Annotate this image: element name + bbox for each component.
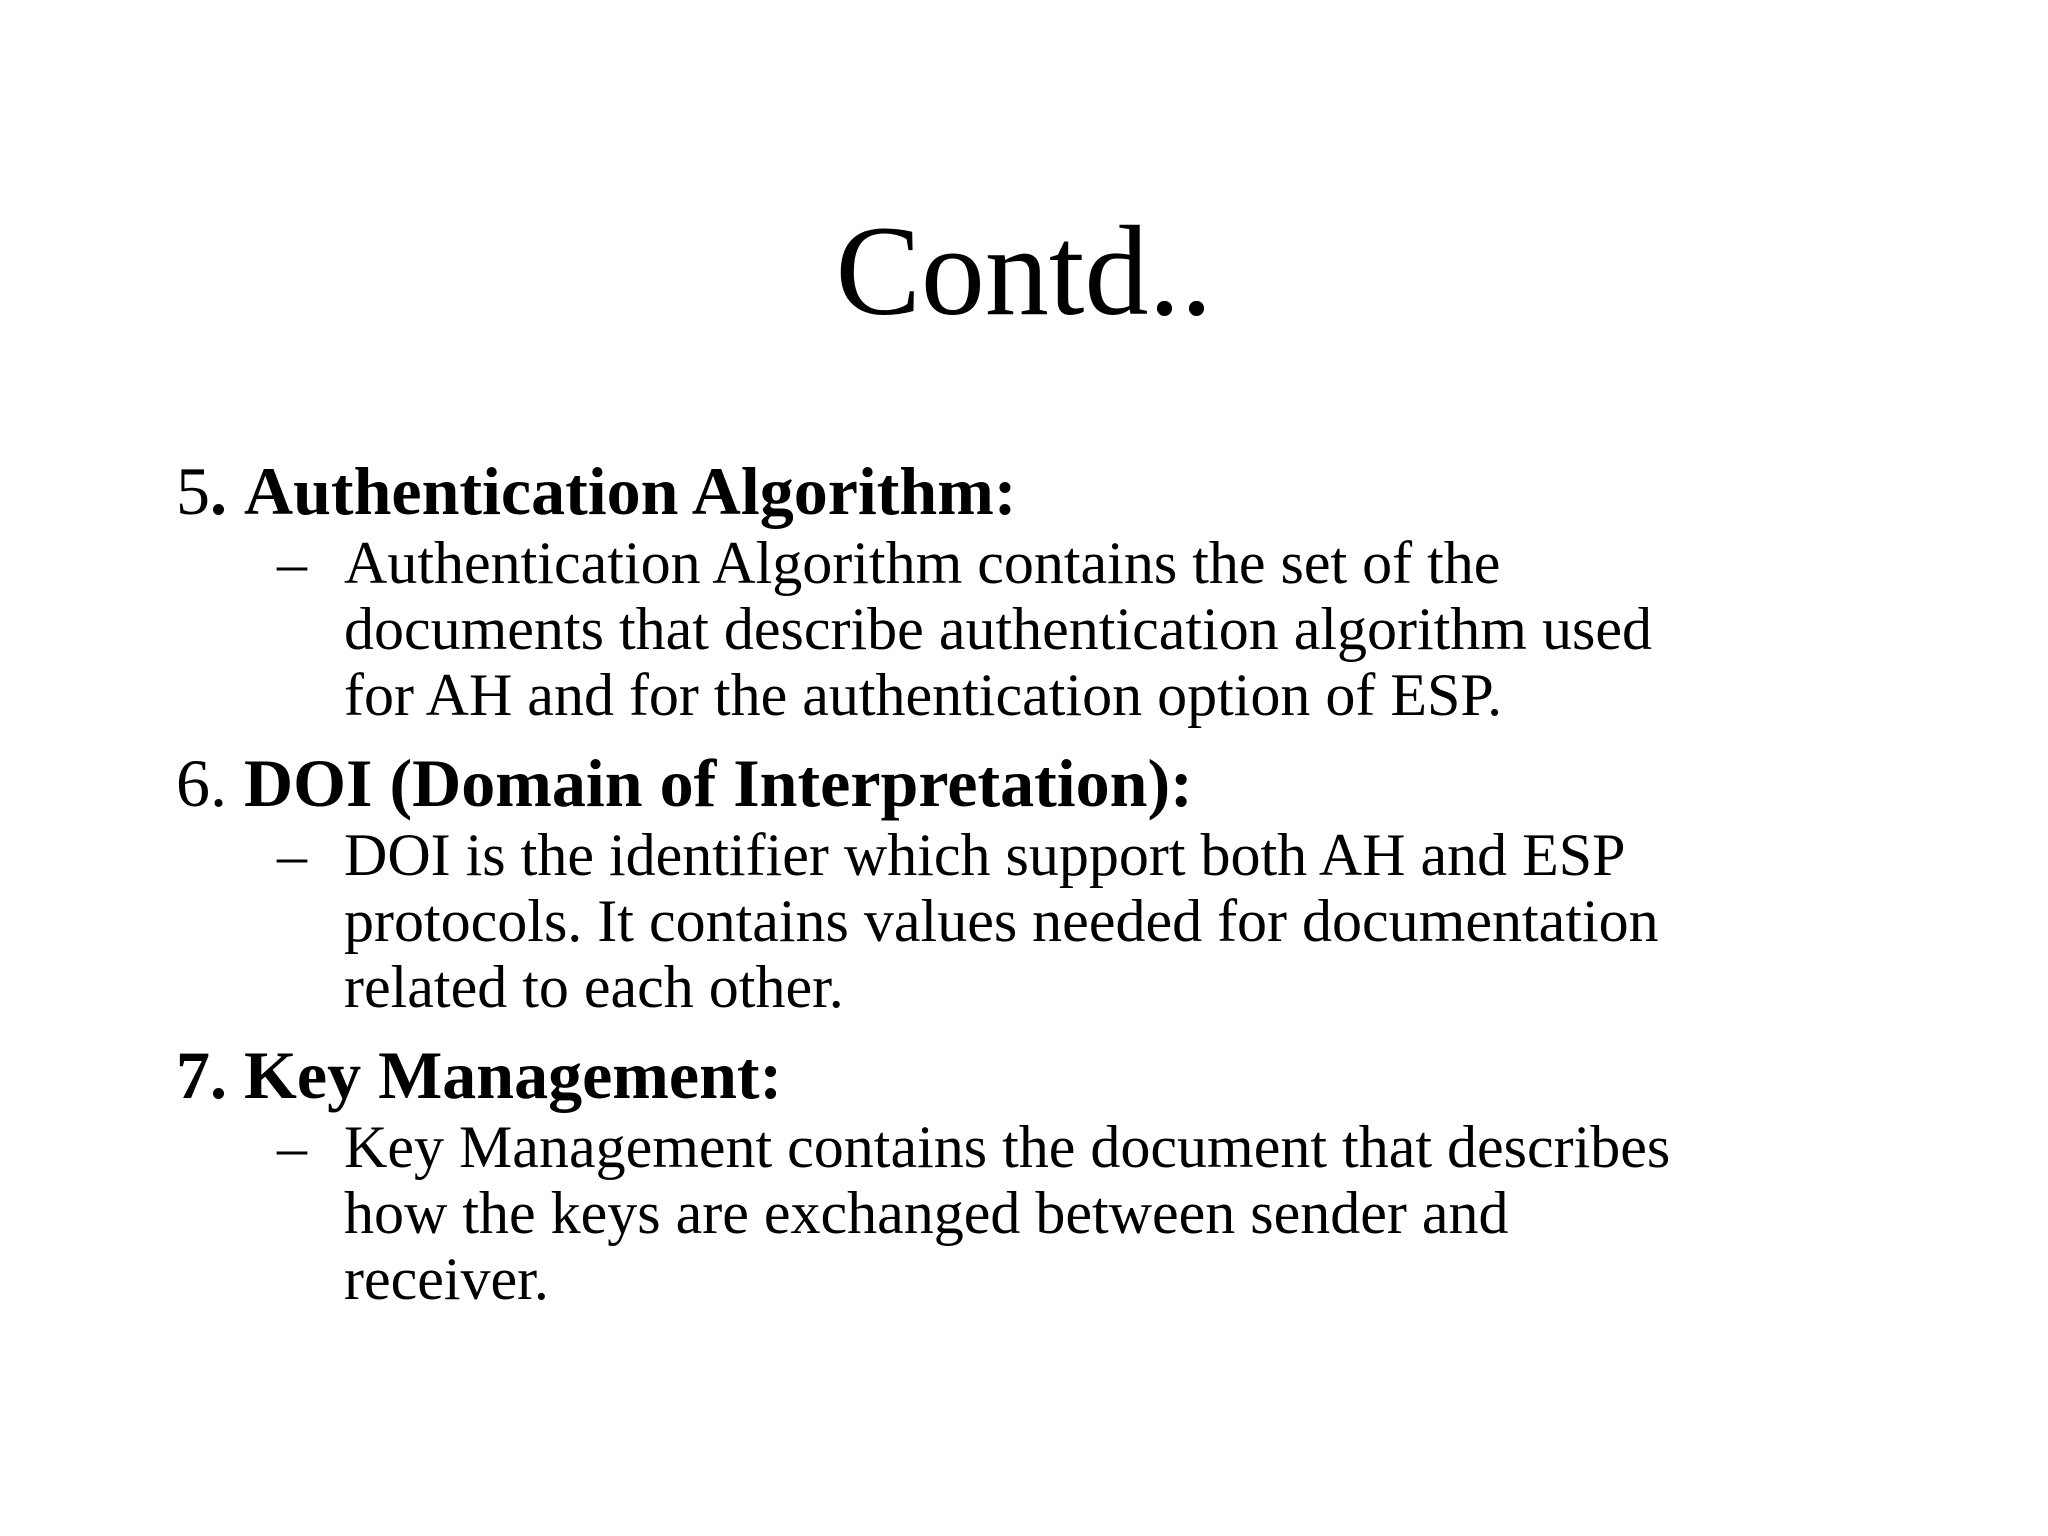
- section-number-punct: .: [210, 453, 227, 529]
- section-authentication-algorithm: [176, 452, 1936, 728]
- section-title: DOI (Domain of Interpretation):: [244, 745, 1193, 821]
- bullet-line: for AH and for the authentication option of ESP.: [344, 662, 1503, 728]
- dash-bullet-icon: –: [277, 530, 307, 596]
- dash-bullet-icon: –: [277, 1114, 307, 1180]
- bullet-line: how the keys are exchanged between sender and: [344, 1180, 1509, 1246]
- section-number: 6.: [176, 745, 227, 821]
- bullet-item: [176, 1114, 1896, 1312]
- section-title: Key Management:: [244, 1037, 783, 1113]
- slide-title: Contd..: [835, 200, 1213, 342]
- dash-bullet-icon: –: [277, 822, 307, 888]
- bullet-line: receiver.: [344, 1246, 549, 1312]
- section-number: 7.: [176, 1037, 227, 1113]
- section-number: 5: [176, 453, 210, 529]
- slide-content: [176, 452, 1936, 1328]
- section-doi: [176, 744, 1936, 1020]
- bullet-line: DOI is the identifier which support both AH and ESP: [344, 822, 1626, 888]
- bullet-line: protocols. It contains values needed for documentation: [344, 888, 1659, 954]
- section-heading: [176, 452, 1936, 530]
- section-title: Authentication Algorithm:: [244, 453, 1017, 529]
- bullet-line: related to each other.: [344, 954, 844, 1020]
- bullet-line: documents that describe authentication algorithm used: [344, 596, 1652, 662]
- section-key-management: [176, 1036, 1936, 1312]
- bullet-item: [176, 822, 1896, 1020]
- section-heading: [176, 1036, 1936, 1114]
- section-heading: [176, 744, 1936, 822]
- bullet-line: Authentication Algorithm contains the set of the: [344, 530, 1501, 596]
- bullet-line: Key Management contains the document that describes: [344, 1114, 1671, 1180]
- bullet-item: [176, 530, 1896, 728]
